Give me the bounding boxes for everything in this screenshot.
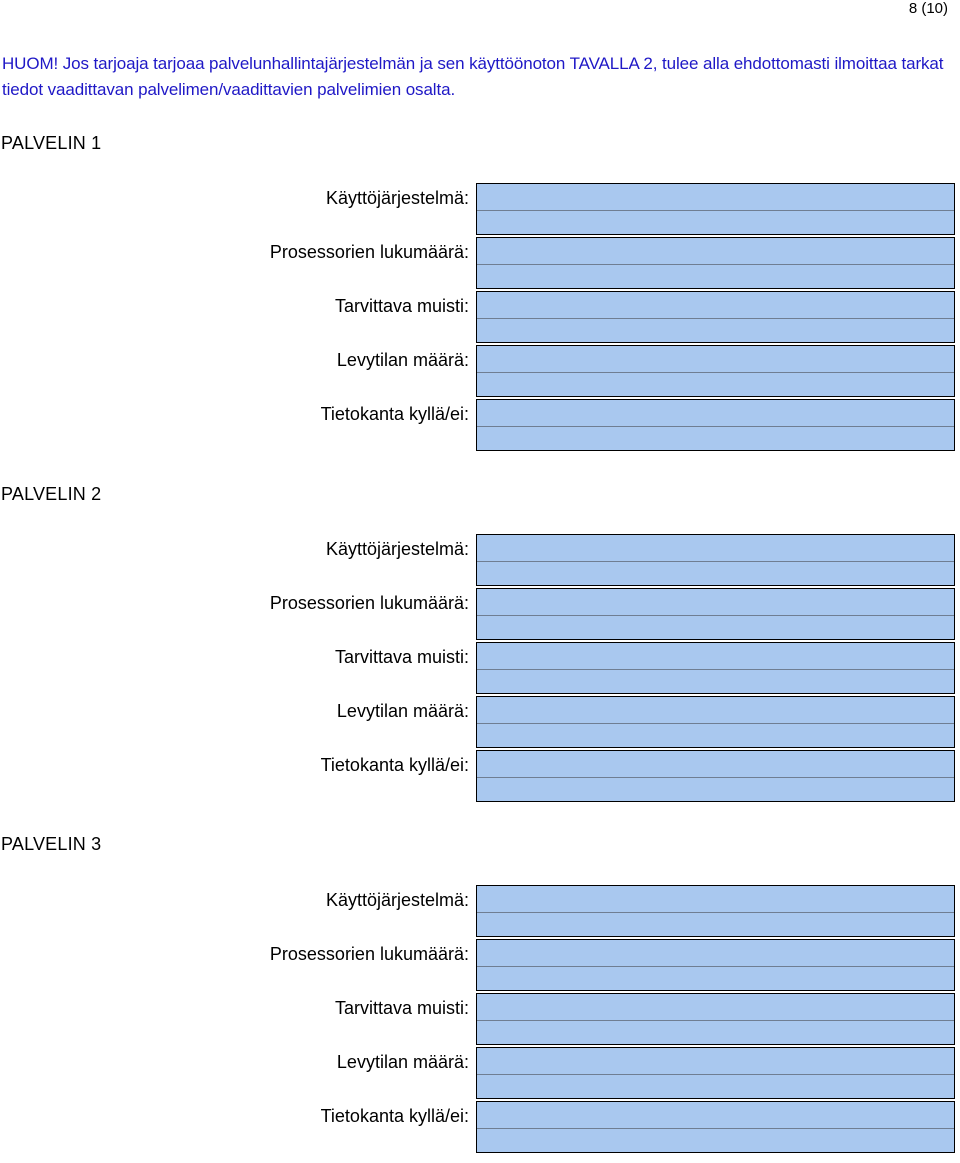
field-box-disk bbox=[476, 1047, 955, 1099]
form-row-database bbox=[0, 399, 960, 453]
field-box-database bbox=[476, 399, 955, 451]
form-row-memory bbox=[0, 993, 960, 1047]
field-label-memory: Tarvittava muisti: bbox=[334, 296, 469, 316]
field-box-memory bbox=[476, 993, 955, 1045]
section-title: PALVELIN 2 bbox=[1, 484, 102, 504]
database-input[interactable] bbox=[477, 751, 954, 777]
form-row-disk bbox=[0, 1047, 960, 1101]
cpu-count-input-extra[interactable] bbox=[477, 967, 954, 991]
database-input[interactable] bbox=[477, 1102, 954, 1128]
memory-input-extra[interactable] bbox=[477, 319, 954, 343]
field-box-cpu bbox=[476, 237, 955, 289]
database-input-extra[interactable] bbox=[477, 1129, 954, 1153]
form-row-os bbox=[0, 534, 960, 588]
field-box-cpu bbox=[476, 939, 955, 991]
form-row-memory bbox=[0, 291, 960, 345]
form-row-cpu bbox=[0, 588, 960, 642]
field-box-os bbox=[476, 534, 955, 586]
field-box-os bbox=[476, 183, 955, 235]
field-label-cpu: Prosessorien lukumäärä: bbox=[269, 593, 469, 613]
os-input-extra[interactable] bbox=[477, 562, 954, 586]
section-title: PALVELIN 1 bbox=[1, 133, 102, 153]
form-row-database bbox=[0, 1101, 960, 1155]
database-input-extra[interactable] bbox=[477, 778, 954, 802]
cpu-count-input[interactable] bbox=[477, 589, 954, 615]
field-box-disk bbox=[476, 696, 955, 748]
memory-input[interactable] bbox=[477, 994, 954, 1020]
field-box-os bbox=[476, 885, 955, 937]
cpu-count-input-extra[interactable] bbox=[477, 616, 954, 640]
field-box-disk bbox=[476, 345, 955, 397]
field-label-cpu: Prosessorien lukumäärä: bbox=[269, 242, 469, 262]
field-label-os: Käyttöjärjestelmä: bbox=[325, 539, 469, 559]
disk-space-input[interactable] bbox=[477, 697, 954, 723]
cpu-count-input-extra[interactable] bbox=[477, 265, 954, 289]
field-label-memory: Tarvittava muisti: bbox=[334, 647, 469, 667]
notice-text: HUOM! Jos tarjoaja tarjoaa palvelunhallintajärjestelmän ja sen käyttöönoton TAVALLA 2, tulee alla ehdottomasti ilmoittaa tarkat tiedot vaadittavan palvelimen/vaadittavien palvelimien osalta. bbox=[2, 54, 944, 99]
server-section-2 bbox=[0, 483, 960, 813]
os-input[interactable] bbox=[477, 886, 954, 912]
form-row-cpu bbox=[0, 939, 960, 993]
database-input-extra[interactable] bbox=[477, 427, 954, 451]
os-input[interactable] bbox=[477, 184, 954, 210]
form-row-memory bbox=[0, 642, 960, 696]
form-row-os bbox=[0, 183, 960, 237]
os-input-extra[interactable] bbox=[477, 913, 954, 937]
field-label-database: Tietokanta kyllä/ei: bbox=[320, 404, 469, 424]
disk-space-input[interactable] bbox=[477, 346, 954, 372]
field-label-memory: Tarvittava muisti: bbox=[334, 998, 469, 1018]
form-row-cpu bbox=[0, 237, 960, 291]
os-input-extra[interactable] bbox=[477, 211, 954, 235]
field-box-cpu bbox=[476, 588, 955, 640]
cpu-count-input[interactable] bbox=[477, 238, 954, 264]
field-label-disk: Levytilan määrä: bbox=[336, 1052, 469, 1072]
section-title: PALVELIN 3 bbox=[1, 834, 102, 854]
field-label-cpu: Prosessorien lukumäärä: bbox=[269, 944, 469, 964]
field-box-database bbox=[476, 750, 955, 802]
field-label-os: Käyttöjärjestelmä: bbox=[325, 188, 469, 208]
memory-input-extra[interactable] bbox=[477, 1021, 954, 1045]
field-box-database bbox=[476, 1101, 955, 1153]
server-section-1 bbox=[0, 132, 960, 462]
memory-input-extra[interactable] bbox=[477, 670, 954, 694]
disk-space-input-extra[interactable] bbox=[477, 724, 954, 748]
form-row-database bbox=[0, 750, 960, 804]
database-input[interactable] bbox=[477, 400, 954, 426]
form-row-disk bbox=[0, 696, 960, 750]
memory-input[interactable] bbox=[477, 643, 954, 669]
disk-space-input-extra[interactable] bbox=[477, 373, 954, 397]
memory-input[interactable] bbox=[477, 292, 954, 318]
field-label-disk: Levytilan määrä: bbox=[336, 701, 469, 721]
field-label-database: Tietokanta kyllä/ei: bbox=[320, 755, 469, 775]
field-label-os: Käyttöjärjestelmä: bbox=[325, 890, 469, 910]
field-label-database: Tietokanta kyllä/ei: bbox=[320, 1106, 469, 1126]
cpu-count-input[interactable] bbox=[477, 940, 954, 966]
form-row-disk bbox=[0, 345, 960, 399]
field-box-memory bbox=[476, 642, 955, 694]
os-input[interactable] bbox=[477, 535, 954, 561]
server-section-3 bbox=[0, 833, 960, 1163]
disk-space-input[interactable] bbox=[477, 1048, 954, 1074]
page-number: 8 (10) bbox=[908, 0, 948, 17]
field-box-memory bbox=[476, 291, 955, 343]
field-label-disk: Levytilan määrä: bbox=[336, 350, 469, 370]
disk-space-input-extra[interactable] bbox=[477, 1075, 954, 1099]
form-row-os bbox=[0, 885, 960, 939]
